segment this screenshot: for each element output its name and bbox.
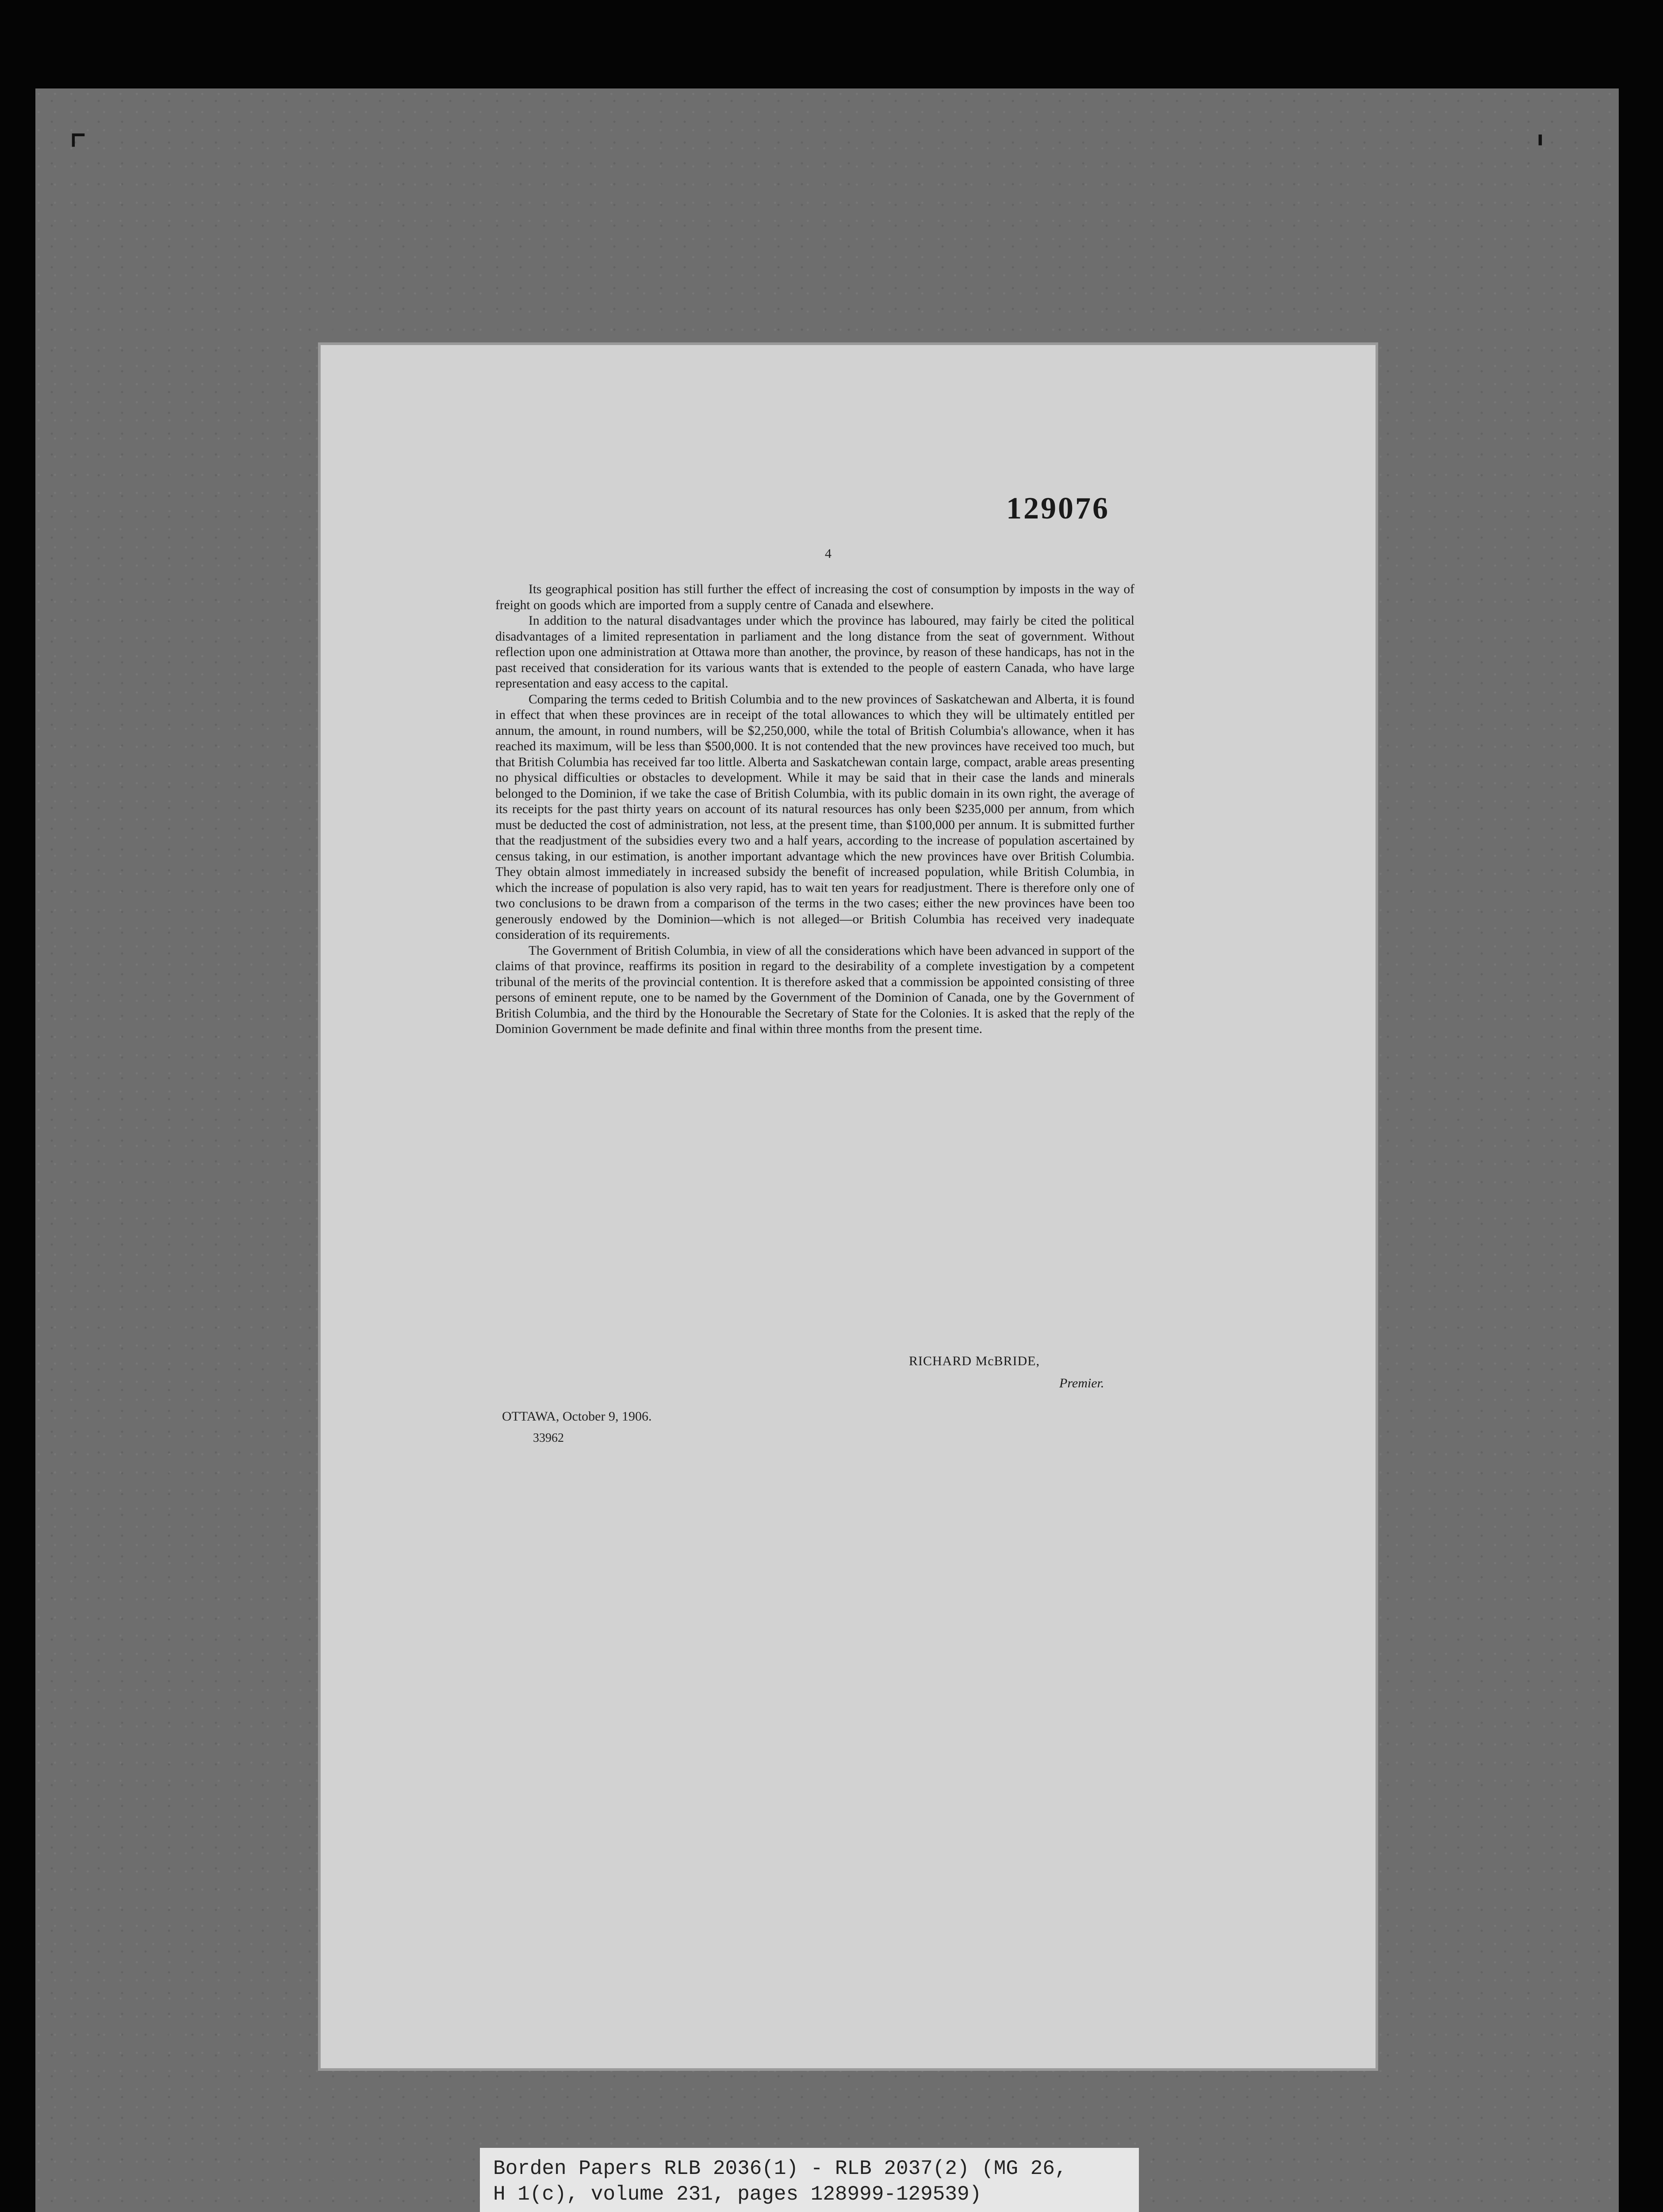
page-number: 4 bbox=[825, 546, 832, 561]
folio-number: 129076 bbox=[1006, 492, 1110, 526]
reference-line: Borden Papers RLB 2036(1) - RLB 2037(2) (MG 26, bbox=[493, 2157, 1067, 2180]
signature-title: Premier. bbox=[1059, 1376, 1104, 1390]
document-page bbox=[321, 345, 1376, 2068]
signature-name: RICHARD McBRIDE, bbox=[909, 1354, 1040, 1368]
paragraph: The Government of British Columbia, in view of all the considerations which have been advanced in support of the claims of that province, reaffirms its position in regard to the desirability of a complete investigation by a competent tribunal of the merits of the provincial contention. It is therefore asked that a commission be appointed consisting of three persons of eminent repute, one to be named by the Government of the Dominion of Canada, one by the Government of British Columbia, and the third by the Honourable the Secretary of State for the Colonies. It is asked that the reply of the Dominion Government be made definite and final within three months from the present time. bbox=[495, 943, 1134, 1036]
paragraph: In addition to the natural disadvantages under which the province has laboured, may fairly be cited the political disadvantages of a limited representation in parliament and the long distance from the seat of government. Without reflection upon one administration at Ottawa more than another, the province, by reason of these handicaps, has not in the past received that consideration for its various wants that is extended to the people of eastern Canada, who have large representation and easy access to the capital. bbox=[495, 614, 1134, 691]
microfilm-background bbox=[35, 88, 1619, 2212]
crop-mark-top-right: ' bbox=[1535, 127, 1546, 173]
reference-line: H 1(c), volume 231, pages 128999-129539) bbox=[493, 2183, 982, 2206]
reference-label bbox=[480, 2148, 1139, 2212]
crop-mark-top-left: ⌜ bbox=[69, 127, 88, 173]
place-date: OTTAWA, October 9, 1906. bbox=[502, 1409, 652, 1424]
paragraph: Comparing the terms ceded to British Columbia and to the new provinces of Saskatchewan and Alberta, it is found in effect that when these provinces are in receipt of the total allowances to which they will be ultimately entitled per annum, the amount, in round numbers, will be $2,250,000, while the total of British Columbia's allowance, when it has reached its maximum, will be less than $500,000. It is not contended that the new provinces have received too much, but that British Columbia has received far too little. Alberta and Saskatchewan contain large, compact, arable areas presenting no physical difficulties or obstacles to development. While it may be said that in their case the lands and minerals belonged to the Dominion, if we take the case of British Columbia, with its public domain in its own right, the average of its receipts for the past thirty years on account of its natural resources has only been $235,000 per annum, from which must be deducted the cost of administration, not less, at the present time, than $100,000 per annum. It is submitted further that the readjustment of the subsidies every two and a half years, according to the increase of population ascertained by census taking, in our estimation, is another important advantage which the new provinces have over British Columbia. They obtain almost immediately in increased subsidy the benefit of increased population, while British Columbia, in which the increase of population is also very rapid, has to wait ten years for readjustment. There is therefore only one of two conclusions to be drawn from a comparison of the terms in the two cases; either the new provinces have been too generously endowed by the Dominion—which is not alleged—or British Columbia has received very inadequate consideration of its requirements. bbox=[495, 692, 1134, 942]
paragraph: Its geographical position has still further the effect of increasing the cost of consumption by imposts in the way of freight on goods which are imported from a supply centre of Canada and elsewhere. bbox=[495, 582, 1134, 612]
letter-body bbox=[495, 582, 1134, 1037]
document-code: 33962 bbox=[533, 1431, 564, 1445]
